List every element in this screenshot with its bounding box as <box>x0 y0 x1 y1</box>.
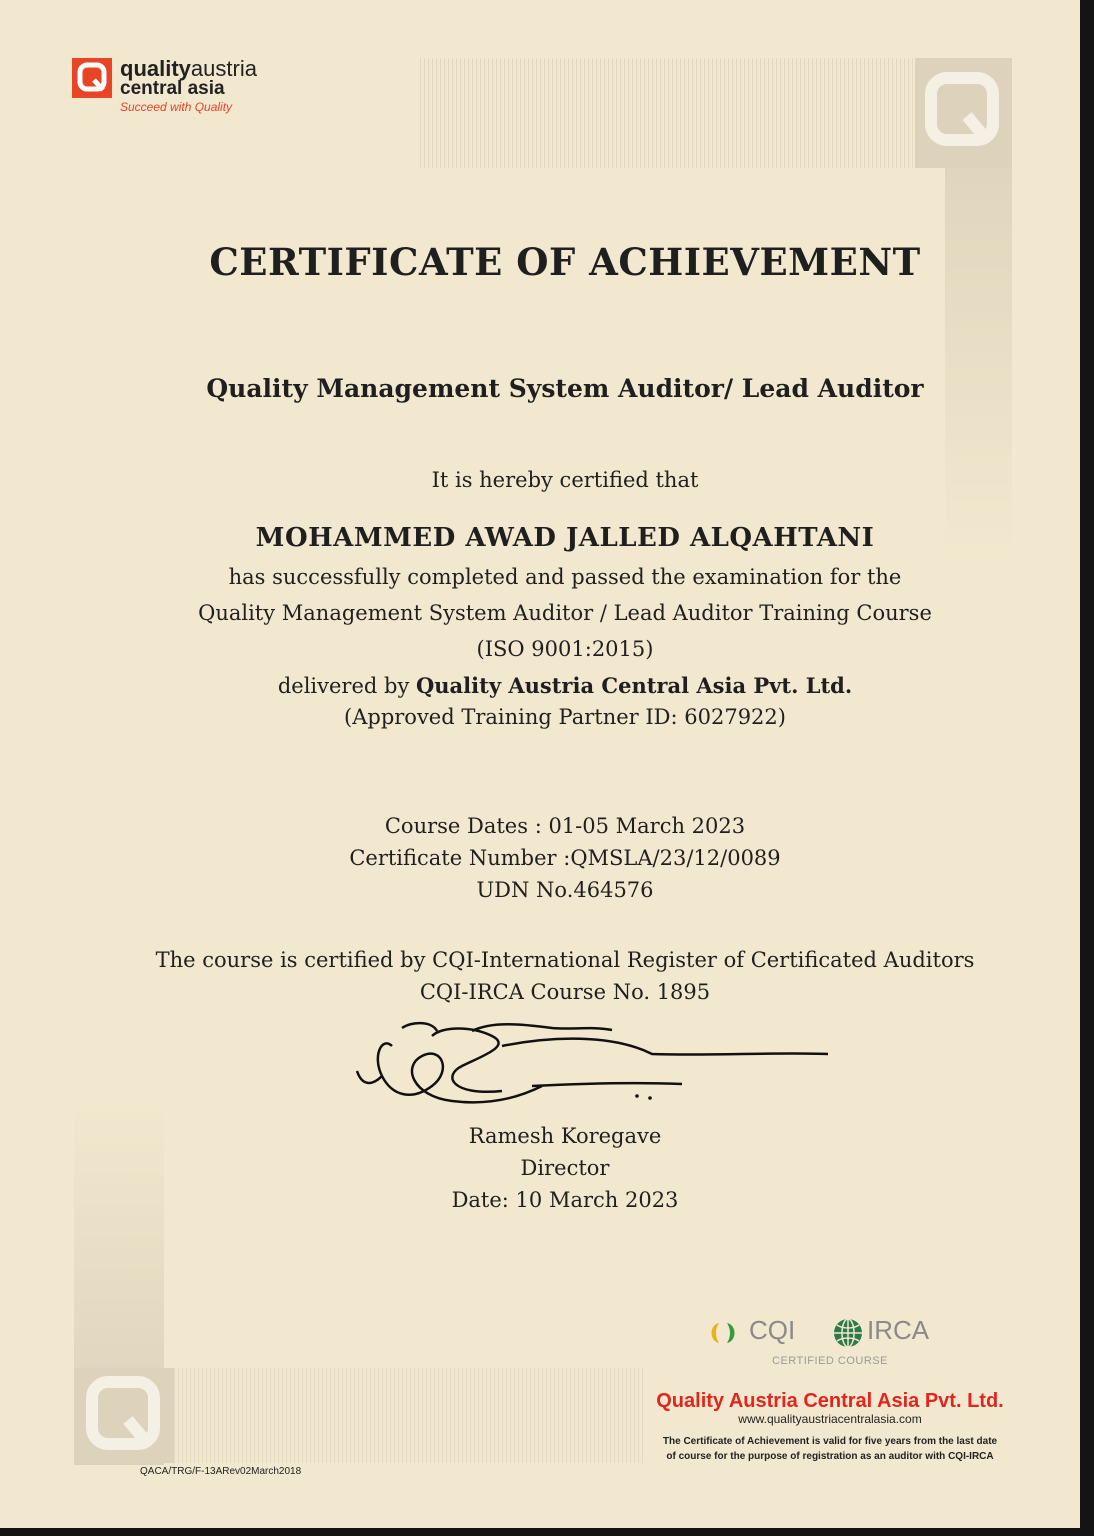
completion-text: has successfully completed and passed the examination for the <box>228 565 902 589</box>
q-watermark-icon <box>74 1368 174 1463</box>
course-text: Quality Management System Auditor / Lead Auditor Training Course <box>198 601 932 625</box>
udn-number: UDN No.464576 <box>476 878 654 902</box>
signatory-name: Ramesh Koregave <box>468 1124 662 1148</box>
scan-edge-bottom <box>0 1528 1094 1536</box>
scan-edge-right <box>1080 0 1094 1536</box>
cqi-logo-icon <box>705 1319 745 1347</box>
footer-website: www.qualityaustriacentralasia.com <box>738 1412 922 1426</box>
bottom-q-watermark-box <box>74 1368 174 1463</box>
logo-tagline: Succeed with Quality <box>120 100 233 114</box>
globe-icon <box>831 1317 865 1349</box>
footer-organization: Quality Austria Central Asia Pvt. Ltd. <box>656 1390 1004 1412</box>
director-signature <box>352 1016 832 1116</box>
certification-statement: The course is certified by CQI-International Register of Certificated Auditors <box>155 948 975 972</box>
delivered-by-text: delivered by Quality Austria Central Asia Pvt. Ltd. <box>277 673 853 698</box>
signature-date: Date: 10 March 2023 <box>451 1188 679 1212</box>
intro-text: It is hereby certified that <box>431 468 699 492</box>
q-logo-icon <box>72 58 112 98</box>
irca-course-number: CQI-IRCA Course No. 1895 <box>419 980 711 1004</box>
recipient-name: MOHAMMED AWAD JALLED ALQAHTANI <box>255 523 875 553</box>
course-dates: Course Dates : 01-05 March 2023 <box>384 814 746 838</box>
validity-note: The Certificate of Achievement is valid for five years from the last date of course for the purpose of registration as an auditor with CQI-IRCA <box>662 1436 998 1462</box>
logo-subbrand: central asia <box>120 78 225 99</box>
signatory-role: Director <box>520 1156 610 1180</box>
top-q-watermark-box <box>915 58 1012 168</box>
certificate-title: CERTIFICATE OF ACHIEVEMENT <box>209 240 921 284</box>
delivering-organization: Quality Austria Central Asia Pvt. Ltd. <box>416 673 853 698</box>
partner-id-text: (Approved Training Partner ID: 6027922) <box>344 705 786 729</box>
certificate-subtitle: Quality Management System Auditor/ Lead Auditor <box>206 374 924 403</box>
form-code: QACA/TRG/F-13ARev02March2018 <box>140 1466 302 1477</box>
standard-text: (ISO 9001:2015) <box>476 637 654 661</box>
logo-wordmark: qualityaustria <box>120 56 257 81</box>
certificate-number: Certificate Number :QMSLA/23/12/0089 <box>349 846 781 870</box>
cqi-irca-badge <box>705 1315 945 1375</box>
q-watermark-icon <box>915 58 1012 168</box>
cqi-label: CQI <box>749 1315 796 1345</box>
certified-course-label: CERTIFIED COURSE <box>772 1355 888 1367</box>
irca-label: IRCA <box>867 1315 930 1345</box>
